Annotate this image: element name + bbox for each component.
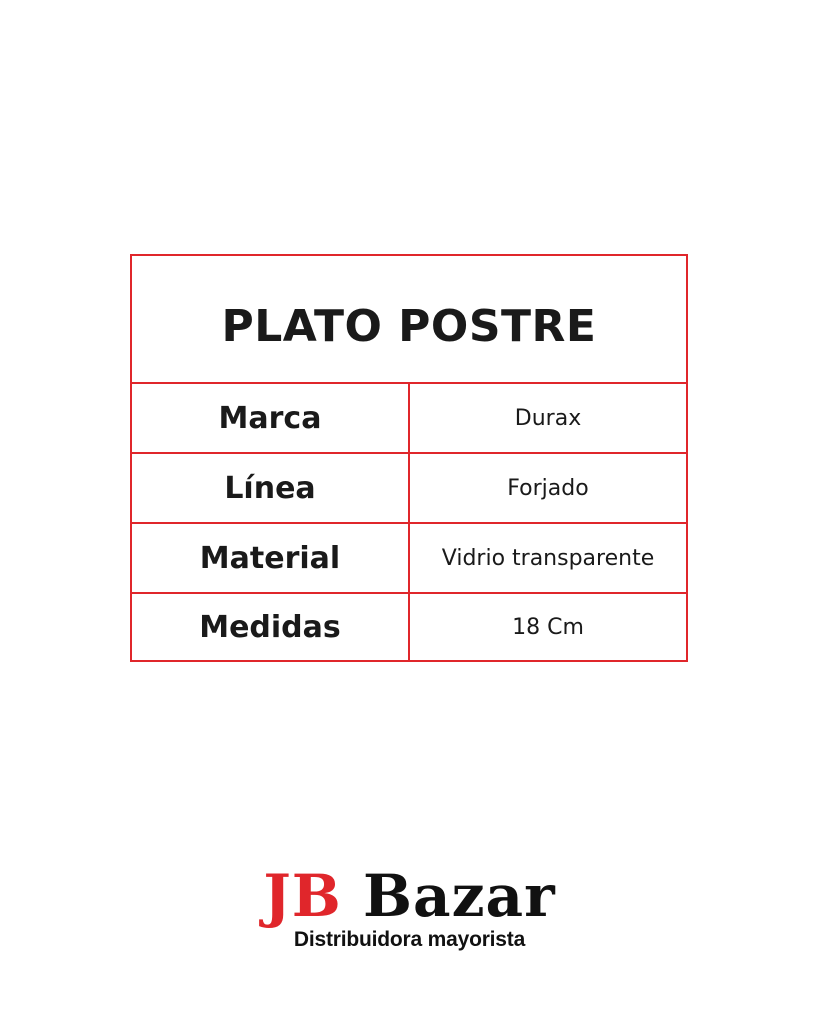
spec-row-material <box>132 524 686 594</box>
spec-row-medidas <box>132 594 686 660</box>
spec-value-cell <box>410 384 686 452</box>
spec-label: Línea <box>224 470 316 506</box>
spec-row-marca <box>132 384 686 454</box>
spec-label-cell <box>132 524 410 592</box>
spec-value-cell <box>410 454 686 522</box>
spec-table <box>130 254 688 662</box>
brand-tagline: Distribuidora mayorista <box>293 928 526 951</box>
spec-label-cell <box>132 594 410 660</box>
brand-name-jb: JB <box>263 862 342 930</box>
spec-label: Marca <box>218 400 322 436</box>
product-title: PLATO POSTRE <box>221 300 597 352</box>
spec-label: Medidas <box>199 609 341 645</box>
spec-value: Vidrio transparente <box>441 545 655 571</box>
spec-value-cell <box>410 524 686 592</box>
spec-label-cell <box>132 454 410 522</box>
spec-value: 18 Cm <box>512 614 584 640</box>
spec-row-linea <box>132 454 686 524</box>
spec-label-cell <box>132 384 410 452</box>
spec-value: Durax <box>514 405 582 431</box>
spec-value: Forjado <box>507 475 589 501</box>
brand-logo <box>0 862 819 952</box>
spec-title-row <box>132 256 686 384</box>
spec-label: Material <box>199 540 341 576</box>
brand-name-bazar: Bazar <box>362 862 556 930</box>
brand-name <box>0 862 819 930</box>
spec-value-cell <box>410 594 686 660</box>
